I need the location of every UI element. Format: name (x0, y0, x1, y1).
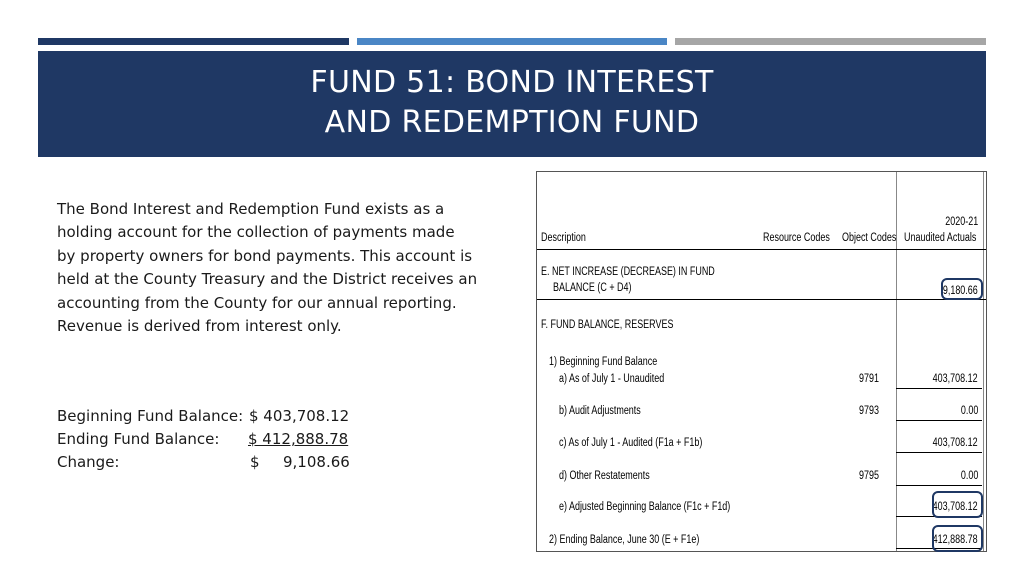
section-e-line2: BALANCE (C + D4) (553, 282, 632, 294)
slide-title (38, 63, 986, 143)
row-d-value: 0.00 (960, 470, 978, 482)
highlight-box-ending-balance (932, 525, 983, 552)
fund-description: The Bond Interest and Redemption Fund exists as a holding account for the collection of payments made by property owners for bond payments. This account is held at the County Treasury and the District receives an accounting from the County for our annual reporting. Revenue is derived from interest only. (57, 200, 478, 336)
accent-bar-navy (38, 38, 349, 45)
row-b-code: 9793 (859, 405, 879, 417)
row-ending-label: 2) Ending Balance, June 30 (E + F1e) (549, 534, 700, 546)
highlight-box-net-increase (941, 278, 983, 300)
section-e-value: 9,180.66 (943, 285, 978, 297)
change-value: 9,108.66 (283, 453, 350, 471)
row-c-label: c) As of July 1 - Audited (F1a + F1b) (559, 437, 703, 449)
row-b-label: b) Audit Adjustments (559, 405, 641, 417)
beginning-balance-value: $ 403,708.12 (249, 407, 350, 425)
row-c-rule (896, 452, 982, 453)
col-description: Description (541, 232, 586, 244)
accent-bar-blue (357, 38, 667, 45)
beginning-balance-label: Beginning Fund Balance: (57, 407, 244, 425)
section-e-rule (537, 299, 986, 300)
row-d-code: 9795 (859, 470, 879, 482)
ending-balance-value: $ 412,888.78 (248, 430, 349, 448)
row-c-value: 403,708.12 (933, 437, 978, 449)
column-divider (896, 172, 897, 551)
row-e-value: 403,708.12 (933, 501, 978, 513)
row-e-label: e) Adjusted Beginning Balance (F1c + F1d) (559, 501, 731, 513)
row-a-code: 9791 (859, 373, 879, 385)
row-a-value: 403,708.12 (933, 373, 978, 385)
highlight-box-adjusted-beginning (932, 491, 983, 518)
change-currency: $ (250, 453, 260, 471)
change-label: Change: (57, 453, 120, 471)
column-divider-right (983, 172, 984, 551)
row-b-value: 0.00 (960, 405, 978, 417)
row-a-label: a) As of July 1 - Unaudited (559, 373, 665, 385)
fund-balance-table (536, 171, 987, 552)
title-banner (38, 51, 986, 157)
col-resource-codes: Resource Codes (763, 232, 830, 244)
title-line-1: FUND 51: BOND INTEREST (310, 65, 714, 100)
col-object-codes: Object Codes (842, 232, 897, 244)
section-f-heading: F. FUND BALANCE, RESERVES (541, 319, 674, 331)
section-e-line1: E. NET INCREASE (DECREASE) IN FUND (541, 266, 715, 278)
row-ending-value: 412,888.78 (933, 534, 978, 546)
title-line-2: AND REDEMPTION FUND (324, 105, 700, 140)
col-unaudited-actuals: Unaudited Actuals (904, 232, 977, 244)
accent-bar-gray (675, 38, 986, 45)
row-b-rule (896, 420, 982, 421)
row-d-label: d) Other Restatements (559, 470, 650, 482)
header-rule (537, 249, 986, 250)
header-year: 2020-21 (945, 216, 978, 228)
row-d-rule (896, 485, 982, 486)
row-a-rule (896, 388, 982, 389)
ending-balance-label: Ending Fund Balance: (57, 430, 220, 448)
beginning-balance-heading: 1) Beginning Fund Balance (549, 356, 658, 368)
